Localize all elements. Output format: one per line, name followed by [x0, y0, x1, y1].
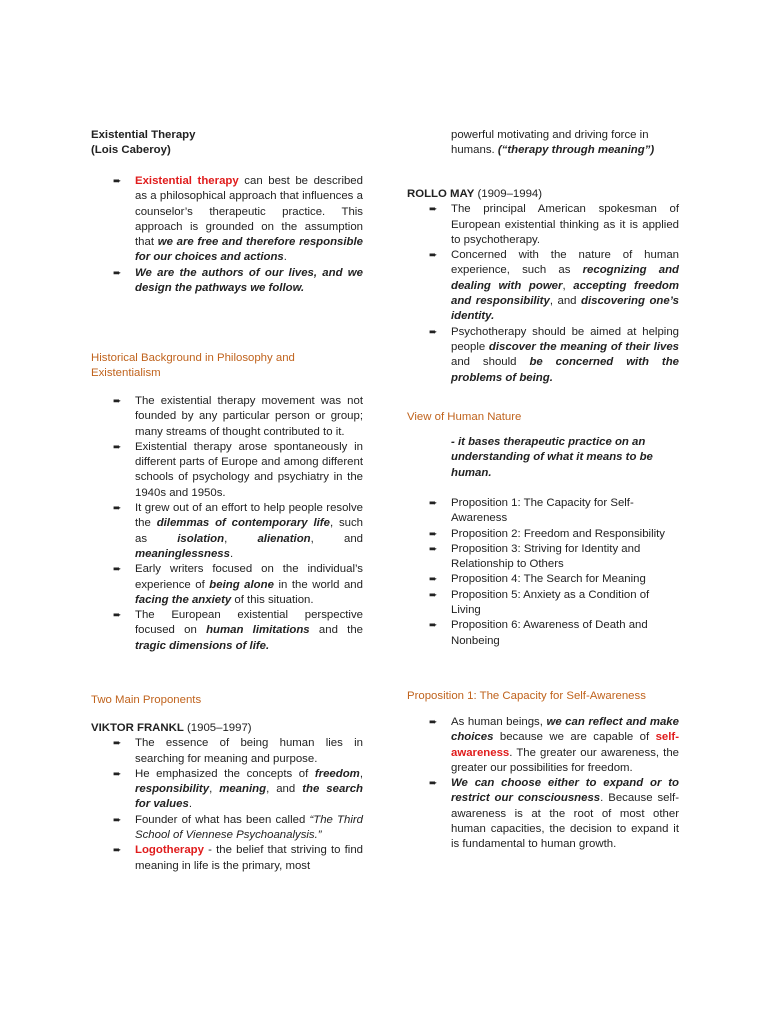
proposition-text: Proposition 2: Freedom and Responsibility: [451, 527, 666, 540]
nature-note: - it bases therapeutic practice on an understanding of what it means to be human.: [451, 436, 653, 479]
proposition-item: [407, 496, 679, 527]
proposition-text: Proposition 4: The Search for Meaning: [451, 573, 646, 586]
frankl-heading: [91, 721, 363, 736]
proposition-text: Proposition 1: The Capacity for Self-Awareness: [451, 497, 634, 525]
prop1-bullet-list: [407, 715, 679, 853]
may-section: [407, 187, 679, 386]
prop1-section: [407, 689, 679, 704]
body-text: Existential therapy arose spontaneously in different parts of Europe and among different schools of psychology and psychiatry in the 1940s and 1950s.: [135, 440, 363, 499]
body-text: , and: [266, 783, 303, 796]
bullet-arrow-icon: ➨: [113, 738, 122, 750]
bullet-arrow-icon: ➨: [113, 814, 122, 826]
highlight-term: self-awareness: [451, 731, 679, 759]
emphasis-text: responsibility: [135, 783, 210, 796]
highlight-term: Logotherapy: [135, 844, 204, 857]
body-text: in the world and: [273, 578, 363, 591]
bullet-item: [91, 736, 363, 767]
prop1-heading: Proposition 1: The Capacity for Self-Awareness: [407, 690, 646, 702]
bullet-item: [91, 394, 363, 440]
bullet-arrow-icon: ➨: [429, 543, 438, 555]
proposition-item: [407, 572, 679, 587]
continuation-text: [451, 128, 679, 159]
may-bullet-list: [407, 202, 679, 386]
prop1-bullets-wrap: [407, 715, 679, 853]
may-name: ROLLO MAY: [407, 188, 475, 200]
history-heading: Historical Background in Philosophy and Existentialism: [91, 352, 295, 380]
intro-section: [91, 174, 363, 296]
body-text: ,: [562, 279, 574, 292]
bullet-item: [91, 440, 363, 501]
bullet-arrow-icon: ➨: [429, 778, 438, 790]
history-section: [91, 351, 363, 382]
bullet-item: [407, 715, 679, 776]
bullet-arrow-icon: ➨: [113, 610, 122, 622]
body-text: and should: [451, 356, 530, 369]
bullet-arrow-icon: ➨: [113, 267, 122, 279]
document-author: (Lois Caberoy): [91, 144, 171, 157]
proposition-text: Proposition 6: Awareness of Death and Nonbeing: [451, 619, 648, 647]
body-text: can best be described as a philosophical approach that influences a counselor’s therapeutic practice. This approach is grounded on the assumption that: [135, 175, 363, 249]
emphasis-text: We are the authors of our lives, and we design the pathways we follow.: [135, 266, 363, 295]
emphasis-text: discovering one’s identity.: [451, 295, 679, 323]
bullet-arrow-icon: ➨: [113, 396, 122, 407]
bullet-item: [91, 843, 363, 874]
nature-section: [407, 410, 679, 425]
proposition-item: [407, 527, 679, 542]
body-text: , and: [310, 532, 363, 545]
body-text: powerful motivating and driving force in humans.: [451, 129, 649, 157]
body-text: The existential therapy movement was not founded by any particular person or group; many streams of thought contributed to it.: [135, 395, 363, 438]
bullet-item: [407, 202, 679, 248]
emphasis-text: alienation: [257, 532, 311, 545]
bullet-arrow-icon: ➨: [429, 574, 438, 586]
bullet-item: [91, 608, 363, 654]
bullet-item: [407, 248, 679, 324]
frankl-years: (1905–1997): [183, 722, 252, 734]
bullet-arrow-icon: ➨: [429, 528, 438, 540]
emphasis-text: freedom: [314, 767, 360, 780]
body-text: ,: [359, 767, 363, 780]
body-text: .: [283, 251, 287, 264]
bullet-arrow-icon: ➨: [113, 503, 122, 515]
intro-bullet-list: [91, 174, 363, 296]
proponents-heading: Two Main Proponents: [91, 694, 202, 706]
bullet-item: [91, 562, 363, 608]
body-text: The principal American spokesman of European existential thinking as it is applied to psychotherapy.: [451, 203, 679, 246]
body-text: and the: [309, 624, 363, 637]
body-text: because we are capable of: [493, 731, 656, 744]
propositions-section: [407, 496, 679, 649]
body-text: , such as: [135, 517, 364, 545]
history-bullets-wrap: [91, 394, 363, 654]
emphasis-text: meaninglessness: [135, 547, 230, 560]
bullet-item: [91, 813, 363, 844]
body-text: The essence of being human lies in searching for meaning and purpose.: [135, 737, 363, 765]
body-text: of this situation.: [231, 593, 314, 606]
proposition-text: Proposition 3: Striving for Identity and Relationship to Others: [451, 542, 641, 571]
proposition-text: Proposition 5: Anxiety as a Condition of Living: [451, 588, 650, 617]
document-header: [91, 128, 363, 159]
emphasis-text: we can reflect and make choices: [451, 716, 679, 744]
proposition-item: [407, 542, 679, 573]
bullet-arrow-icon: ➨: [113, 176, 122, 187]
body-text: Founder of what has been called: [135, 813, 310, 826]
bullet-arrow-icon: ➨: [429, 250, 438, 262]
bullet-arrow-icon: ➨: [429, 326, 438, 338]
bullet-item: [91, 767, 363, 813]
emphasis-text: recognizing and dealing with power: [451, 264, 679, 292]
body-text: - the belief that striving to find meaning in life is the primary, most: [135, 844, 363, 872]
proposition-item: [407, 588, 679, 619]
body-text: .: [229, 547, 234, 560]
bullet-arrow-icon: ➨: [113, 768, 122, 780]
bullet-item: [91, 174, 363, 266]
highlight-term: Existential therapy: [135, 175, 239, 187]
body-text: , and: [549, 295, 581, 308]
proposition-item: [407, 618, 679, 649]
frankl-continuation: [407, 128, 679, 159]
body-text: ,: [224, 532, 258, 545]
body-text: Early writers focused on the individual’s experience of: [135, 563, 363, 591]
nature-heading: View of Human Nature: [407, 411, 522, 423]
bullet-arrow-icon: ➨: [113, 441, 122, 453]
emphasis-text: be concerned with the problems of being.: [451, 356, 679, 384]
may-heading: [407, 187, 679, 202]
frankl-name: VIKTOR FRANKL: [91, 722, 184, 734]
bullet-arrow-icon: ➨: [429, 589, 438, 601]
italic-text: “The Third School of Viennese Psychoanalysis.”: [135, 813, 363, 842]
emphasis-text: tragic dimensions of life.: [135, 639, 270, 652]
may-years: (1909–1994): [474, 188, 543, 200]
nature-note-wrap: [407, 435, 679, 481]
frankl-section: [91, 721, 363, 874]
body-text: He emphasized the concepts of: [135, 767, 315, 780]
emphasis-text: being alone: [209, 578, 274, 591]
body-text: .: [188, 798, 192, 811]
emphasis-text: isolation: [177, 532, 225, 545]
emphasis-text: human limitations: [206, 624, 310, 637]
emphasis-text: dilemmas of contemporary life: [156, 517, 330, 530]
bullet-arrow-icon: ➨: [429, 717, 438, 728]
body-text: As human beings,: [451, 716, 547, 728]
body-text: Psychotherapy should be aimed at helping people: [451, 325, 679, 353]
emphasis-text: discover the meaning of their lives: [488, 340, 679, 353]
bullet-item: [407, 325, 679, 386]
emphasis-text: We can choose either to expand or to restrict our consciousness: [451, 777, 679, 805]
history-bullet-list: [91, 394, 363, 654]
propositions-list: [407, 496, 679, 649]
body-text: ,: [209, 783, 220, 796]
body-text: The European existential perspective focused on: [135, 609, 363, 637]
document-title: Existential Therapy: [91, 129, 196, 141]
body-text: . The greater our awareness, the greater our possibilities for freedom.: [451, 746, 679, 774]
body-text: Concerned with the nature of human experience, such as: [451, 249, 679, 277]
frankl-bullet-list: [91, 736, 363, 874]
bullet-item: [91, 266, 363, 297]
emphasis-text: the search for values: [135, 783, 364, 811]
emphasis-text: meaning: [219, 783, 267, 796]
body-text: . Because self-awareness is at the root of most other human capacities, the decision to expand it is fundamental to human growth.: [451, 792, 679, 851]
bullet-item: [407, 776, 679, 852]
emphasis-text: facing the anxiety: [135, 593, 232, 606]
bullet-arrow-icon: ➨: [429, 620, 438, 632]
bullet-arrow-icon: ➨: [429, 204, 438, 216]
bullet-arrow-icon: ➨: [113, 564, 122, 576]
body-text: It grew out of an effort to help people resolve the: [135, 502, 363, 530]
bullet-arrow-icon: ➨: [429, 498, 438, 509]
bullet-item: [91, 501, 363, 562]
proponents-section: [91, 693, 363, 708]
emphasis-text: accepting freedom and responsibility: [451, 279, 679, 308]
emphasis-text: we are free and therefore responsible for our choices and actions: [135, 236, 364, 264]
bullet-arrow-icon: ➨: [113, 845, 122, 857]
emphasis-text: (“therapy through meaning”): [497, 144, 655, 157]
